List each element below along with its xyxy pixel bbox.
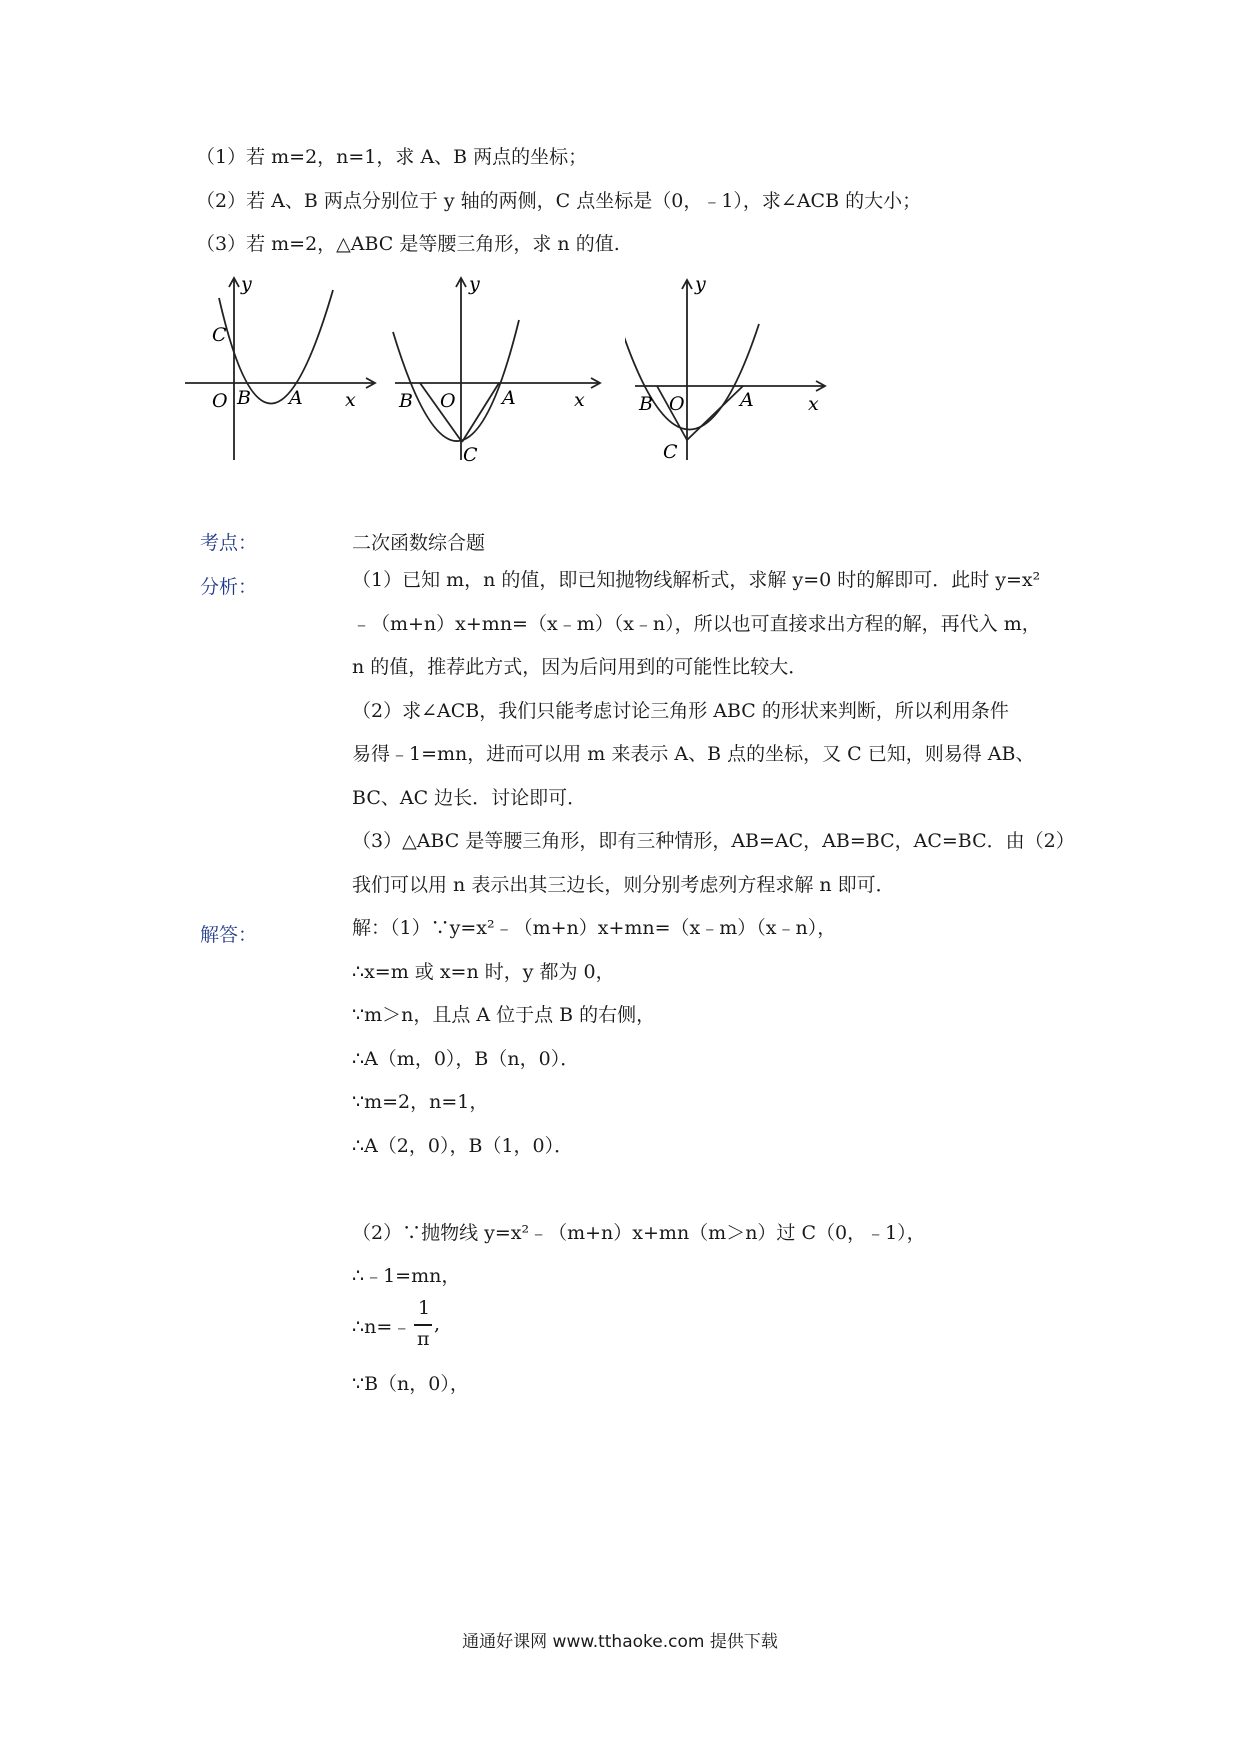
fenxi-line: n 的值，推荐此方式，因为后问用到的可能性比较大． [352,656,808,678]
jieda-line: 解：（1）∵y=x²﹣（m+n）x+mn=（x﹣m）（x﹣n）， [352,917,837,939]
figure-2 [385,268,605,468]
figure-1 [185,268,385,468]
fenxi-line: （2）求∠ACB，我们只能考虑讨论三角形 ABC 的形状来判断，所以利用条件 [352,700,1009,722]
fraction-tail: , [434,1313,441,1335]
figure-3 [625,268,835,468]
y-axis-label: y [469,273,480,295]
jieda-line: ∴x=m 或 x=n 时，y 都为 0， [352,961,615,983]
x-axis-label: x [574,389,585,411]
page-footer: 通通好课网 www.tthaoke.com 提供下载 [462,1632,778,1652]
question-2: （2）若 A、B 两点分别位于 y 轴的两侧，C 点坐标是（0，﹣1），求∠ACB 的大小； [196,190,922,212]
point-a-label: A [289,387,303,409]
fenxi-line: 我们可以用 n 表示出其三边长，则分别考虑列方程求解 n 即可． [352,874,895,896]
fenxi-line: （3）△ABC 是等腰三角形，即有三种情形，AB=AC，AB=BC，AC=BC．由（2） [352,830,1075,852]
origin-label: O [440,390,456,412]
fenxi-label: 分析： [200,576,258,598]
point-c-label: C [663,441,678,463]
x-axis-label: x [345,389,356,411]
point-b-label: B [639,393,653,415]
point-c-label: C [212,324,227,346]
jieda-line: ∵B（n，0）， [352,1373,469,1395]
fraction-numerator: 1 [418,1297,431,1319]
jieda-line: ∵m=2，n=1， [352,1091,489,1113]
fraction-denominator: π [417,1328,430,1350]
fenxi-line: ﹣（m+n）x+mn=（x﹣m）（x﹣n），所以也可直接求出方程的解，再代入 m， [352,613,1041,635]
fenxi-line: BC、AC 边长．讨论即可． [352,787,587,809]
jieda-line: （2）∵抛物线 y=x²﹣（m+n）x+mn（m＞n）过 C（0，﹣1）， [352,1222,926,1244]
point-a-label: A [502,387,516,409]
question-3: （3）若 m=2，△ABC 是等腰三角形，求 n 的值. [196,233,620,255]
point-b-label: B [399,390,413,412]
kaodian-text: 二次函数综合题 [352,532,486,554]
jieda-label: 解答： [200,924,258,946]
jieda-line: ∴﹣1=mn， [352,1265,461,1287]
y-axis-label: y [695,273,706,295]
origin-label: O [669,393,685,415]
point-a-label: A [740,389,754,411]
fenxi-line: 易得﹣1=mn，进而可以用 m 来表示 A、B 点的坐标，又 C 已知，则易得 AB、 [352,743,1035,765]
question-1: （1）若 m=2，n=1，求 A、B 两点的坐标； [196,146,588,168]
fenxi-line: （1）已知 m，n 的值，即已知抛物线解析式，求解 y=0 时的解即可．此时 y=x² [352,569,1041,591]
origin-label: O [212,390,228,412]
point-b-label: B [237,387,251,409]
x-axis-label: x [808,393,819,415]
fraction-bar [414,1324,432,1326]
jieda-line: ∵m＞n，且点 A 位于点 B 的右侧， [352,1004,656,1026]
point-c-label: C [463,444,478,466]
jieda-line: ∴A（2，0），B（1，0）． [352,1135,574,1157]
y-axis-label: y [241,273,252,295]
kaodian-label: 考点： [200,532,258,554]
jieda-line: ∴n=﹣ [352,1316,412,1338]
jieda-line: ∴A（m，0），B（n，0）． [352,1048,580,1070]
